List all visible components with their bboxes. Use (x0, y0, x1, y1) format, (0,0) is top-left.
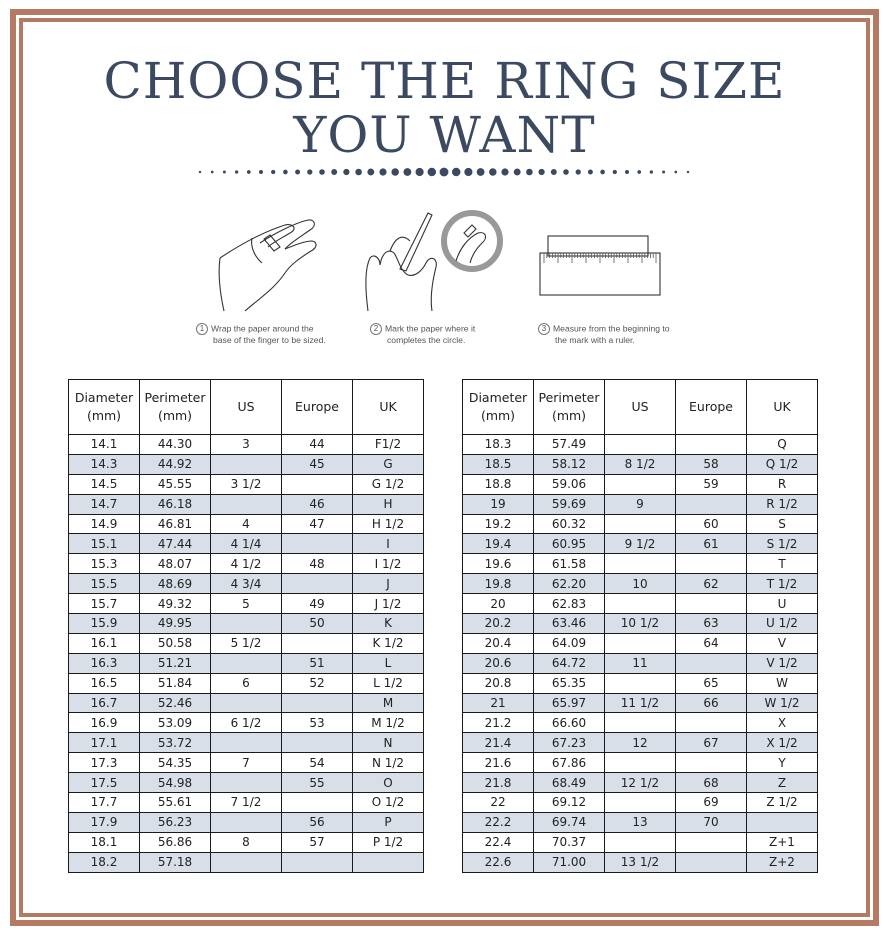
cell-diameter: 18.2 (69, 852, 140, 872)
table-row (463, 494, 818, 514)
table-row (463, 713, 818, 733)
cell-europe: 51 (282, 653, 353, 673)
cell-diameter: 21.4 (463, 733, 534, 753)
header-row (69, 380, 424, 435)
table-row (463, 534, 818, 554)
cell-perimeter: 64.09 (534, 633, 605, 653)
cell-uk: Q 1/2 (747, 454, 818, 474)
cell-uk: O (353, 773, 424, 793)
cell-us (211, 733, 282, 753)
cell-us (211, 614, 282, 634)
cell-diameter: 14.1 (69, 435, 140, 455)
table-row (69, 633, 424, 653)
cell-europe (282, 534, 353, 554)
step-1-line2: base of the finger to be sized. (213, 335, 326, 345)
cell-diameter: 20.6 (463, 653, 534, 673)
ruler-icon (540, 236, 660, 295)
cell-europe (282, 733, 353, 753)
cell-us (605, 793, 676, 813)
cell-uk: S (747, 514, 818, 534)
cell-us: 5 1/2 (211, 633, 282, 653)
table-row (463, 812, 818, 832)
cell-perimeter: 65.35 (534, 673, 605, 693)
step-1-caption (196, 323, 326, 346)
cell-us: 8 (211, 832, 282, 852)
cell-uk: V 1/2 (747, 653, 818, 673)
cell-diameter: 20 (463, 594, 534, 614)
cell-europe: 57 (282, 832, 353, 852)
cell-diameter: 17.5 (69, 773, 140, 793)
cell-perimeter: 60.95 (534, 534, 605, 554)
cell-uk: H 1/2 (353, 514, 424, 534)
cell-europe: 69 (676, 793, 747, 813)
cell-europe: 70 (676, 812, 747, 832)
table-row (463, 435, 818, 455)
cell-diameter: 14.5 (69, 474, 140, 494)
table-row (69, 554, 424, 574)
cell-uk: M (353, 693, 424, 713)
table-row (463, 733, 818, 753)
cell-uk: I 1/2 (353, 554, 424, 574)
cell-uk: P (353, 812, 424, 832)
illustrations (190, 203, 710, 313)
cell-europe (282, 474, 353, 494)
cell-europe: 63 (676, 614, 747, 634)
cell-uk: N (353, 733, 424, 753)
cell-europe: 50 (282, 614, 353, 634)
cell-diameter: 19.2 (463, 514, 534, 534)
cell-uk: U 1/2 (747, 614, 818, 634)
step-2-line1: Mark the paper where it (385, 323, 476, 334)
cell-uk: G (353, 454, 424, 474)
cell-us: 12 (605, 733, 676, 753)
cell-europe: 47 (282, 514, 353, 534)
cell-perimeter: 51.84 (140, 673, 211, 693)
cell-us (605, 514, 676, 534)
cell-diameter: 16.7 (69, 693, 140, 713)
cell-us: 11 1/2 (605, 693, 676, 713)
table-row (463, 633, 818, 653)
cell-uk: Z 1/2 (747, 793, 818, 813)
cell-diameter: 18.8 (463, 474, 534, 494)
cell-uk: W (747, 673, 818, 693)
cell-perimeter: 59.06 (534, 474, 605, 494)
cell-us: 3 1/2 (211, 474, 282, 494)
cell-us: 8 1/2 (605, 454, 676, 474)
cell-diameter: 19 (463, 494, 534, 514)
cell-perimeter: 69.74 (534, 812, 605, 832)
table-row (463, 673, 818, 693)
step-3-line2: the mark with a ruler. (555, 335, 635, 345)
cell-us: 9 (605, 494, 676, 514)
cell-diameter: 14.3 (69, 454, 140, 474)
cell-perimeter: 63.46 (534, 614, 605, 634)
table-row (69, 812, 424, 832)
table-row (463, 514, 818, 534)
table-row (69, 773, 424, 793)
cell-uk: J (353, 574, 424, 594)
cell-perimeter: 56.23 (140, 812, 211, 832)
cell-perimeter: 46.81 (140, 514, 211, 534)
table-row (463, 474, 818, 494)
cell-diameter: 21.8 (463, 773, 534, 793)
cell-us (211, 812, 282, 832)
cell-perimeter: 66.60 (534, 713, 605, 733)
cell-europe (282, 693, 353, 713)
cell-uk: L (353, 653, 424, 673)
cell-perimeter: 49.95 (140, 614, 211, 634)
header-europe: Europe (676, 380, 747, 435)
cell-us: 11 (605, 653, 676, 673)
cell-perimeter: 54.35 (140, 753, 211, 773)
cell-europe: 45 (282, 454, 353, 474)
cell-perimeter: 48.69 (140, 574, 211, 594)
cell-diameter: 22.4 (463, 832, 534, 852)
header-europe: Europe (282, 380, 353, 435)
cell-perimeter: 65.97 (534, 693, 605, 713)
page-title-line1: CHOOSE THE RING SIZE (103, 52, 786, 110)
cell-us (211, 693, 282, 713)
header-us: US (605, 380, 676, 435)
table-row (463, 793, 818, 813)
cell-perimeter: 69.12 (534, 793, 605, 813)
cell-perimeter: 60.32 (534, 514, 605, 534)
cell-perimeter: 70.37 (534, 832, 605, 852)
cell-uk: Z+2 (747, 852, 818, 872)
size-table-left (68, 379, 424, 873)
cell-perimeter: 67.23 (534, 733, 605, 753)
step-3-caption (538, 323, 670, 346)
cell-perimeter: 68.49 (534, 773, 605, 793)
cell-uk: T (747, 554, 818, 574)
table-row (463, 773, 818, 793)
cell-perimeter: 57.49 (534, 435, 605, 455)
header-perimeter: Perimeter (mm) (534, 380, 605, 435)
table-row (69, 713, 424, 733)
table-row (463, 653, 818, 673)
cell-us: 13 1/2 (605, 852, 676, 872)
cell-uk: X 1/2 (747, 733, 818, 753)
table-row (463, 614, 818, 634)
cell-europe (282, 793, 353, 813)
step-2-caption (370, 323, 475, 346)
cell-diameter: 19.4 (463, 534, 534, 554)
table-row (69, 832, 424, 852)
cell-perimeter: 54.98 (140, 773, 211, 793)
cell-europe: 56 (282, 812, 353, 832)
size-table-right (462, 379, 818, 873)
cell-us: 6 1/2 (211, 713, 282, 733)
cell-uk: S 1/2 (747, 534, 818, 554)
cell-uk: R 1/2 (747, 494, 818, 514)
cell-uk: T 1/2 (747, 574, 818, 594)
cell-europe (676, 832, 747, 852)
table-row (69, 852, 424, 872)
cell-perimeter: 50.58 (140, 633, 211, 653)
cell-us: 5 (211, 594, 282, 614)
cell-us: 12 1/2 (605, 773, 676, 793)
cell-perimeter: 49.32 (140, 594, 211, 614)
cell-perimeter: 56.86 (140, 832, 211, 852)
step-1-number: 1 (196, 323, 208, 335)
cell-europe: 68 (676, 773, 747, 793)
table-row (463, 852, 818, 872)
table-row (463, 594, 818, 614)
table-row (463, 454, 818, 474)
table-row (69, 454, 424, 474)
table-row (69, 733, 424, 753)
step-3-line1: Measure from the beginning to (553, 323, 670, 334)
dot-divider (195, 165, 695, 179)
cell-us (605, 435, 676, 455)
cell-perimeter: 59.69 (534, 494, 605, 514)
cell-us (605, 753, 676, 773)
table-row (463, 554, 818, 574)
cell-us: 10 1/2 (605, 614, 676, 634)
cell-us (211, 494, 282, 514)
table-row (69, 693, 424, 713)
cell-diameter: 19.6 (463, 554, 534, 574)
cell-diameter: 15.1 (69, 534, 140, 554)
cell-us: 3 (211, 435, 282, 455)
cell-diameter: 22.2 (463, 812, 534, 832)
step-2-number: 2 (370, 323, 382, 335)
cell-europe (676, 753, 747, 773)
cell-diameter: 14.7 (69, 494, 140, 514)
cell-uk: F1/2 (353, 435, 424, 455)
cell-uk: L 1/2 (353, 673, 424, 693)
cell-uk (747, 812, 818, 832)
cell-diameter: 17.7 (69, 793, 140, 813)
cell-perimeter: 47.44 (140, 534, 211, 554)
cell-us: 7 (211, 753, 282, 773)
table-row (69, 534, 424, 554)
cell-perimeter: 67.86 (534, 753, 605, 773)
header-row (463, 380, 818, 435)
cell-diameter: 21.6 (463, 753, 534, 773)
cell-perimeter: 51.21 (140, 653, 211, 673)
cell-perimeter: 62.20 (534, 574, 605, 594)
cell-uk: O 1/2 (353, 793, 424, 813)
cell-uk: P 1/2 (353, 832, 424, 852)
table-row (69, 793, 424, 813)
cell-diameter: 16.9 (69, 713, 140, 733)
cell-us: 4 3/4 (211, 574, 282, 594)
cell-uk: K 1/2 (353, 633, 424, 653)
hand-wrap-icon (219, 220, 316, 311)
cell-perimeter: 71.00 (534, 852, 605, 872)
cell-us (605, 713, 676, 733)
cell-uk: H (353, 494, 424, 514)
cell-uk: V (747, 633, 818, 653)
cell-diameter: 19.8 (463, 574, 534, 594)
cell-europe: 55 (282, 773, 353, 793)
cell-us (605, 832, 676, 852)
cell-uk: U (747, 594, 818, 614)
cell-perimeter: 62.83 (534, 594, 605, 614)
cell-europe (676, 713, 747, 733)
cell-europe: 53 (282, 713, 353, 733)
cell-europe: 65 (676, 673, 747, 693)
cell-us: 13 (605, 812, 676, 832)
table-row (463, 574, 818, 594)
header-us: US (211, 380, 282, 435)
cell-diameter: 14.9 (69, 514, 140, 534)
cell-diameter: 16.3 (69, 653, 140, 673)
cell-perimeter: 61.58 (534, 554, 605, 574)
cell-us: 4 1/4 (211, 534, 282, 554)
cell-europe: 60 (676, 514, 747, 534)
cell-us: 6 (211, 673, 282, 693)
cell-europe: 61 (676, 534, 747, 554)
cell-diameter: 18.3 (463, 435, 534, 455)
cell-europe: 44 (282, 435, 353, 455)
cell-perimeter: 44.92 (140, 454, 211, 474)
header-perimeter: Perimeter (mm) (140, 380, 211, 435)
cell-uk: K (353, 614, 424, 634)
cell-diameter: 21 (463, 693, 534, 713)
cell-us: 4 (211, 514, 282, 534)
hand-mark-icon (366, 213, 500, 311)
table-row (69, 435, 424, 455)
table-row (69, 574, 424, 594)
step-1-line1: Wrap the paper around the (211, 323, 314, 334)
table-row (69, 673, 424, 693)
cell-diameter: 18.5 (463, 454, 534, 474)
cell-us (605, 673, 676, 693)
cell-perimeter: 48.07 (140, 554, 211, 574)
cell-europe (676, 435, 747, 455)
cell-uk: G 1/2 (353, 474, 424, 494)
cell-perimeter: 46.18 (140, 494, 211, 514)
cell-uk (353, 852, 424, 872)
cell-diameter: 22.6 (463, 852, 534, 872)
cell-uk: R (747, 474, 818, 494)
cell-diameter: 21.2 (463, 713, 534, 733)
cell-perimeter: 58.12 (534, 454, 605, 474)
cell-europe: 64 (676, 633, 747, 653)
cell-us: 7 1/2 (211, 793, 282, 813)
page-title-line2: YOU WANT (293, 106, 596, 164)
table-row (69, 594, 424, 614)
table-row (69, 753, 424, 773)
cell-uk: N 1/2 (353, 753, 424, 773)
table-row (69, 614, 424, 634)
cell-perimeter: 57.18 (140, 852, 211, 872)
cell-europe (676, 594, 747, 614)
cell-diameter: 20.4 (463, 633, 534, 653)
cell-perimeter: 53.09 (140, 713, 211, 733)
cell-us (605, 474, 676, 494)
cell-diameter: 17.3 (69, 753, 140, 773)
cell-us (211, 454, 282, 474)
cell-europe (676, 852, 747, 872)
cell-us (211, 852, 282, 872)
table-row (463, 693, 818, 713)
header-uk: UK (353, 380, 424, 435)
header-uk: UK (747, 380, 818, 435)
cell-uk: Q (747, 435, 818, 455)
cell-uk: W 1/2 (747, 693, 818, 713)
cell-europe (676, 554, 747, 574)
cell-diameter: 22 (463, 793, 534, 813)
cell-diameter: 16.5 (69, 673, 140, 693)
cell-perimeter: 45.55 (140, 474, 211, 494)
cell-perimeter: 53.72 (140, 733, 211, 753)
cell-diameter: 20.2 (463, 614, 534, 634)
cell-diameter: 17.9 (69, 812, 140, 832)
step-2-line2: completes the circle. (387, 335, 466, 345)
cell-europe: 66 (676, 693, 747, 713)
cell-europe (282, 633, 353, 653)
cell-perimeter: 64.72 (534, 653, 605, 673)
cell-europe: 58 (676, 454, 747, 474)
cell-europe: 59 (676, 474, 747, 494)
cell-europe: 52 (282, 673, 353, 693)
cell-diameter: 18.1 (69, 832, 140, 852)
table-row (463, 832, 818, 852)
cell-us (605, 554, 676, 574)
table-row (69, 494, 424, 514)
cell-diameter: 16.1 (69, 633, 140, 653)
cell-us (211, 653, 282, 673)
cell-europe: 49 (282, 594, 353, 614)
cell-europe (282, 574, 353, 594)
cell-perimeter: 44.30 (140, 435, 211, 455)
cell-europe (676, 653, 747, 673)
cell-us: 9 1/2 (605, 534, 676, 554)
cell-europe: 67 (676, 733, 747, 753)
cell-europe: 54 (282, 753, 353, 773)
cell-diameter: 15.5 (69, 574, 140, 594)
cell-diameter: 15.7 (69, 594, 140, 614)
step-3-number: 3 (538, 323, 550, 335)
cell-diameter: 15.9 (69, 614, 140, 634)
cell-us: 10 (605, 574, 676, 594)
cell-europe: 48 (282, 554, 353, 574)
cell-europe: 46 (282, 494, 353, 514)
cell-us (605, 594, 676, 614)
cell-uk: Z (747, 773, 818, 793)
cell-europe (676, 494, 747, 514)
cell-us: 4 1/2 (211, 554, 282, 574)
cell-perimeter: 55.61 (140, 793, 211, 813)
cell-uk: Z+1 (747, 832, 818, 852)
cell-uk: J 1/2 (353, 594, 424, 614)
cell-europe (282, 852, 353, 872)
cell-europe: 62 (676, 574, 747, 594)
table-row (463, 753, 818, 773)
cell-uk: X (747, 713, 818, 733)
cell-us (605, 633, 676, 653)
header-diameter: Diameter (mm) (463, 380, 534, 435)
header-diameter: Diameter (mm) (69, 380, 140, 435)
cell-diameter: 15.3 (69, 554, 140, 574)
cell-diameter: 17.1 (69, 733, 140, 753)
cell-perimeter: 52.46 (140, 693, 211, 713)
cell-uk: I (353, 534, 424, 554)
cell-uk: Y (747, 753, 818, 773)
table-row (69, 474, 424, 494)
cell-us (211, 773, 282, 793)
cell-uk: M 1/2 (353, 713, 424, 733)
cell-diameter: 20.8 (463, 673, 534, 693)
table-row (69, 514, 424, 534)
table-row (69, 653, 424, 673)
